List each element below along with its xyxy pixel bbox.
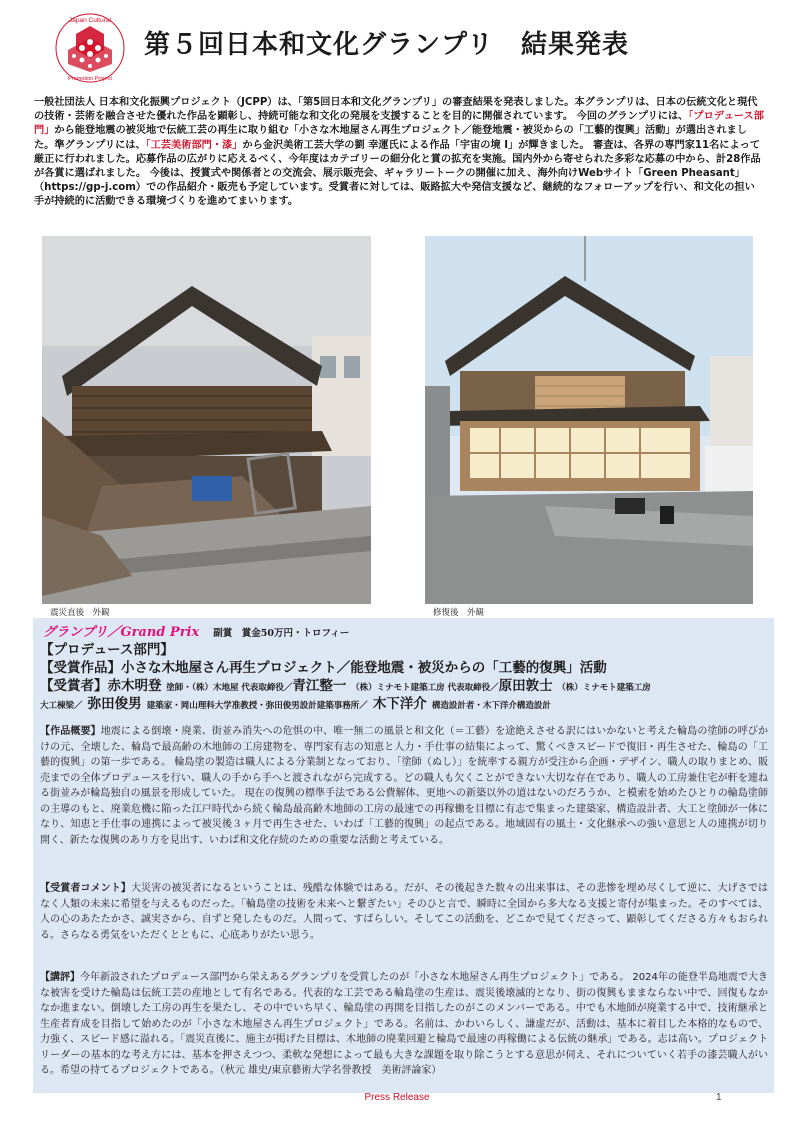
grand-prix-title: グランプリ／Grand Prix <box>43 625 200 640</box>
comment-lead: 【受賞者コメント】 <box>40 883 132 894</box>
winner-3-role: （株）ミナモト建築工房 <box>557 683 651 693</box>
award-category: 【プロデュース部門】 <box>40 642 174 658</box>
before-photo-caption: 震災直後 外観 <box>50 608 110 618</box>
winner-2-role: （株）ミナモト建築工房 代表取締役／ <box>351 683 499 693</box>
page-title: 第５回日本和文化グランプリ 結果発表 <box>144 30 629 60</box>
intro-highlight-craft: 「工芸美術部門・漆」 <box>145 139 243 151</box>
overview-paragraph <box>40 724 768 848</box>
review-paragraph <box>40 970 768 1079</box>
winner-4-name: 弥田俊男 <box>87 696 142 712</box>
award-work-title: 【受賞作品】小さな木地屋さん再生プロジェクト／能登地震・被災からの「工藝的復興」活動 <box>40 660 607 676</box>
intro-paragraph <box>34 96 764 210</box>
comment-paragraph <box>40 881 768 943</box>
comment-text: 大災害の被災者になるということは、残酷な体験ではある。だが、その後起きた数々の出来事は、その悲惨を埋め尽くして逆に、大げさではなく人類の未来に希望を与えるものだった。「輪島塗の技術を未来へと繋ぎたい」そのひと言で、瞬時に全国から多大なる支援と寄付が集まった。そのすべては、人の心のあたたかさ、誠実さから、自ずと発したものだ。人間って、すばらしい。そしてこの活動を、どこかで見てくださって、顕彰してくださる方々もおられる。さらなる勇気をいただくとともに、心底ありがたい思う。 <box>40 883 769 941</box>
before-photo <box>42 236 371 604</box>
review-text: 今年新設されたプロデュース部門から栄えあるグランプリを受賞したのが「小さな木地屋さん再生プロジェクト」である。 2024年の能登半島地震で大きな被害を受けた輪島は伝統工芸の産地として有名である。代表的な工芸である輪島塗の生産は、震災後壊滅的となり、街の復興もままならない中で、回復もなかなか進まない。倒壊した工房の再生を果たし、その中でいち早く、輪島塗の再開を目指したのがこのメンバーである。中でも木地師が廃業する中で、技術継承と生産者育成を目指して始めたのが「小さな木地屋さん再生プロジェクト」である。名前は、かわいらしく、謙虚だが、活動は、基本に着目した本格的なもので、力強く、スピード感に溢れる。「震災直後に、施主が掲げた目標は、木地師の廃業回避と輪島で最速の再稼働による伝統の継承」である。志は高い。プロジェクトリーダーの基本的な考え方には、基本を押さえつつ、柔軟な発想によって最も大きな課題を取り除こうとする意思が伺え、それについていく若手の漆芸職人がいる。希望の持てるプロジェクトである。（秋元 雄史/東京藝術大学名誉教授 美術評論家） <box>40 972 768 1076</box>
jcpp-logo <box>54 12 126 84</box>
after-photo <box>425 236 753 604</box>
page-number: 1 <box>716 1092 722 1103</box>
intro-part2: から能登地震の被災地で伝統工芸の再生に取り組む「小さな木地屋さん再生プロジェクト／能登地震・被災からの「工藝的復興」活動」が選出されました。準グランプリには、 <box>34 125 747 151</box>
winner-1-name: 赤木明登 <box>107 678 162 694</box>
intro-part1: 一般社団法人 日本和文化振興プロジェクト（JCPP）は、「第5回日本和文化グランプリ」の審査結果を発表しました。本グランプリは、日本の伝統文化と現代の技術・芸術を融合させた優れた作品を顕彰し、持続可能な和文化の発展を支援することを目的に開催されています。 今回のグランプリには、 <box>34 97 758 123</box>
overview-lead: 【作品概要】 <box>40 726 101 737</box>
award-winners-line2 <box>40 692 551 712</box>
winner-4-role: 建築家・岡山理科大学准教授・弥田俊男設計建築事務所／ <box>146 701 368 711</box>
overview-text: 地震による倒壊・廃業、街並み消失への危惧の中、唯一無二の風景と和文化（＝工藝）を途絶えさせる訳にはいかないと考えた輪島の塗師の呼びかけの元、全壊した、輪島で最高齢の木地師の工房建物を、専門家有志の知恵と人力・手仕事の結集によって、驚くべきスピードで復旧・再生させた、輪島の「工藝的復興」の第一歩である。 輪島塗の製造は職人による分業制となっており、「塗師（ぬし）」を統率する親方が受注から企画・デザイン、職人の取りまとめ、販売までの全体プロデュースを行い、職人の手から手へと渡されながら完成する。どの職人も欠くことができない大切な存在であり、職人の工房兼住宅が軒を連ねる街並みが輪島独自の風景を形成していた。 現在の復興の標準手法である公費解体、更地への新築以外の道はないのだろうか、と模索を始めたひとりの輪島塗師の主導のもと、廃業危機に陥った江戸時代から続く輪島最高齢木地師の工房の最速での再稼働を目標に有志で集まった建築家、構造設計者、大工と塗師が一体になり、知恵と手仕事の連携によって被災後３ヶ月で再生させた、いわば「工藝的復興」の起点である。地域固有の風土・文化継承への強い意思と人の連携が切り開く、新たな復興のあり方を見出す、いわば和文化存続のための重要な活動と考えている。 <box>40 726 769 846</box>
intro-part3: から金沢美術工芸大学の劉 幸運氏による作品「宇宙の境 I」が輝きました。 審査は、各界の専門家11名によって厳正に行われました。応募作品の広がりに応えるべく、今年度はカテゴリーの細分化と賞の拡充を実施。国内外から寄せられた多彩な応募の中から、計28作品が各賞に選ばれました。 今後は、授賞式や関係者との交流会、展示販売会、ギャラリートークの開催に加え、海外向けWebサイト「Green Pheasant」（https://gp-j.com）での作品紹介・販売も予定しています。受賞者に対しては、販路拡大や発信支援など、継続的なフォローアップを行い、和文化の担い手が持続的に活動できる環境づくりを進めてまいります。 <box>34 139 761 208</box>
after-photo-caption: 修復後 外観 <box>433 608 485 618</box>
intro-highlight-produce: 「プロデュース部門」 <box>34 111 764 137</box>
logo-bottom-text: Promotion Project <box>68 76 112 82</box>
review-lead: 【講評】 <box>40 972 81 983</box>
winner-2-name: 青江整一 <box>292 678 347 694</box>
winner-1-role: 塗師・（株）木地屋 代表取締役／ <box>166 683 293 693</box>
winners-lead: 【受賞者】 <box>40 678 108 694</box>
grand-prix-prize: 副賞 賞金50万円・トロフィー <box>213 628 350 639</box>
winner-3-role-cont: 大工棟梁／ <box>40 701 83 711</box>
winner-5-role: 構造設計者・木下洋介構造設計 <box>431 701 551 711</box>
winner-3-name: 原田敦士 <box>498 678 553 694</box>
winner-5-name: 木下洋介 <box>372 696 427 712</box>
award-winners-line1 <box>40 674 651 694</box>
logo-top-text: Japan Cultural <box>69 17 111 24</box>
footer-label: Press Release <box>364 1092 430 1103</box>
